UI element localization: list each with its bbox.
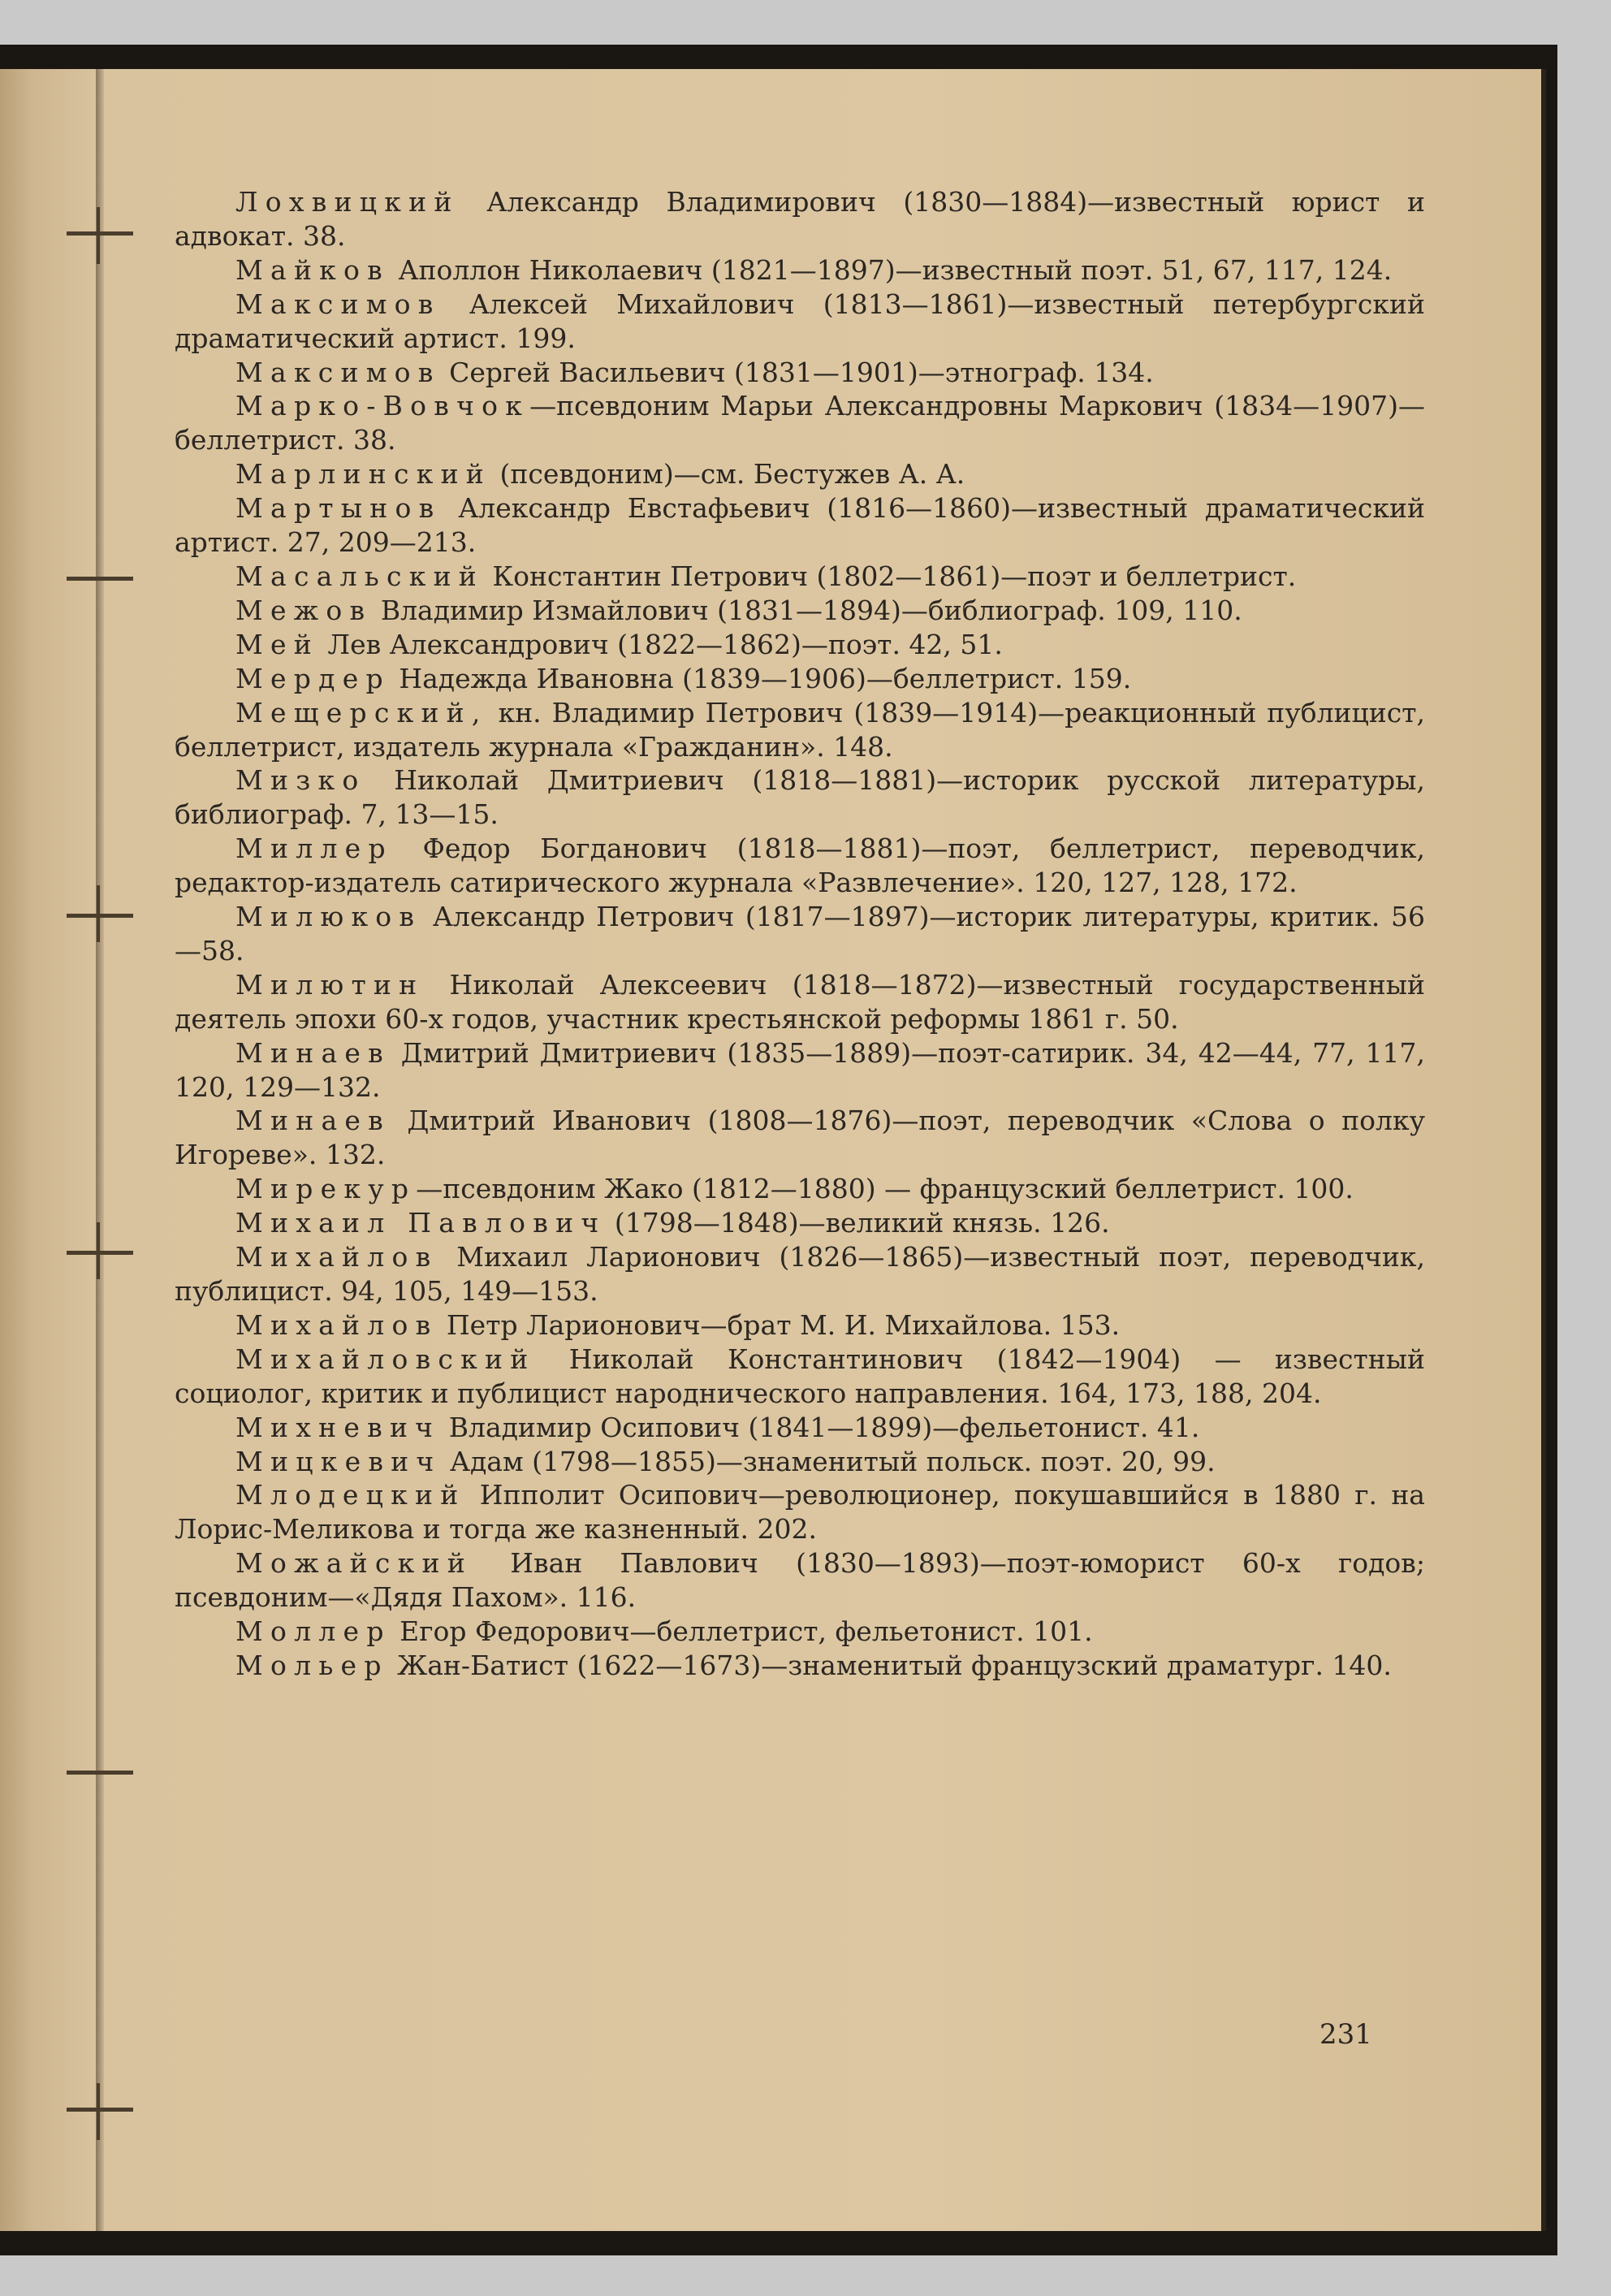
entry-name: Мизко: [235, 764, 366, 797]
binding-stitch: [67, 231, 133, 236]
entry-name: Мольер: [235, 1649, 389, 1681]
entry-text: Александр Владимирович (1830—1884)—известный юрист и адвокат. 38.: [175, 186, 1425, 252]
entry-name: Миллер: [235, 832, 393, 865]
binding-thread: [97, 2083, 100, 2140]
entry-name: Мердер: [235, 662, 391, 694]
entry-text: —псевдоним Марьи Александровны Маркович (1834—1907)—беллетрист. 38.: [175, 390, 1425, 456]
index-entry: [175, 1546, 1425, 1615]
binding-thread: [97, 885, 100, 942]
entry-name: Моллер: [235, 1615, 391, 1648]
entry-text: Владимир Измайлович (1831—1894)—библиограф. 109, 110.: [372, 594, 1242, 626]
index-entry: [175, 389, 1425, 457]
index-entry: [175, 560, 1425, 594]
entry-name: Максимов: [235, 356, 441, 388]
entry-text: Николай Алексеевич (1818—1872)—известный государственный деятель эпохи 60-х годов, участник крестьянской реформы 1861 г. 50.: [175, 968, 1425, 1035]
entry-text: кн. Владимир Петрович (1839—1914)—реакционный публицист, беллетрист, издатель журнала «Гражданин». 148.: [175, 696, 1425, 763]
entry-text: Алексей Михайлович (1813—1861)—известный петербургский драматический артист. 199.: [175, 288, 1425, 354]
entry-name: Минаев: [235, 1036, 391, 1069]
index-entry: [175, 1411, 1425, 1445]
index-entry: [175, 662, 1425, 696]
entry-name: Милюков: [235, 901, 422, 933]
entry-name: Минаев: [235, 1105, 391, 1137]
entry-text: Николай Константинович (1842—1904) — известный социолог, критик и публицист народнического направления. 164, 173, 188, 204.: [175, 1343, 1425, 1409]
index-entry: [175, 900, 1425, 968]
index-entry: [175, 1206, 1425, 1240]
index-entry: [175, 1104, 1425, 1172]
entry-text: Дмитрий Дмитриевич (1835—1889)—поэт-сатирик. 34, 42—44, 77, 117, 120, 129—132.: [175, 1036, 1425, 1103]
entry-text: Ипполит Осипович—революционер, покушавшийся в 1880 г. на Лорис-Меликова и тогда же казненный. 202.: [175, 1479, 1425, 1546]
entry-text: Жан-Батист (1622—1673)—знаменитый французский драматург. 140.: [388, 1649, 1392, 1681]
entry-name: Михаил Павлович: [235, 1207, 607, 1239]
entry-name: Максимов: [235, 288, 441, 320]
binding-stitch: [67, 2108, 133, 2112]
entry-name: Михневич: [235, 1411, 441, 1443]
index-entry: [175, 1308, 1425, 1343]
entry-text: Петр Ларионович—брат М. И. Михайлова. 153.: [438, 1308, 1121, 1341]
entry-text: Надежда Ивановна (1839—1906)—беллетрист. 159.: [390, 662, 1132, 694]
index-entry: [175, 1240, 1425, 1308]
entry-text: Александр Евстафьевич (1816—1860)—известный драматический артист. 27, 209—213.: [175, 492, 1425, 559]
entry-text: —псевдоним Жако (1812—1880) — французский беллетрист. 100.: [416, 1173, 1354, 1205]
entry-name: Масальский: [235, 560, 485, 592]
entry-name: Мицкевич: [235, 1445, 442, 1477]
entry-text: Александр Петрович (1817—1897)—историк литературы, критик. 56—58.: [175, 901, 1425, 966]
entry-name: Милютин: [235, 968, 425, 1001]
entry-name: Михайлов: [235, 1241, 438, 1273]
binding-stitch: [67, 1771, 133, 1775]
entry-text: Сергей Васильевич (1831—1901)—этнограф. 134.: [440, 356, 1154, 388]
entry-text: Адам (1798—1855)—знаменитый польск. поэт. 20, 99.: [441, 1445, 1216, 1477]
entry-name: Майков: [235, 253, 390, 286]
entry-name: Мещерский,: [235, 696, 488, 729]
entry-name: Можайский: [235, 1547, 473, 1580]
entry-name: Михайловский: [235, 1343, 536, 1375]
index-entry: [175, 491, 1425, 560]
entry-text: Дмитрий Иванович (1808—1876)—поэт, переводчик «Слова о полку Игореве». 132.: [175, 1105, 1425, 1171]
entry-text: (псевдоним)—см. Бестужев А. А.: [491, 458, 965, 491]
entry-text: Константин Петрович (1802—1861)—поэт и беллетрист.: [484, 560, 1297, 592]
index-entry: [175, 696, 1425, 764]
entry-text: Лев Александрович (1822—1862)—поэт. 42, 51.: [319, 628, 1003, 660]
index-entry: [175, 1615, 1425, 1649]
index-entry: [175, 253, 1425, 288]
binding-stitch: [67, 1251, 133, 1255]
index-entry: [175, 968, 1425, 1036]
entry-text: Владимир Осипович (1841—1899)—фельетонист. 41.: [440, 1411, 1200, 1443]
entry-text: Иван Павлович (1830—1893)—поэт-юморист 60-х годов; псевдоним—«Дядя Пахом». 116.: [175, 1547, 1425, 1614]
entry-text: (1798—1848)—великий князь. 126.: [606, 1207, 1110, 1239]
entry-name: Межов: [235, 594, 373, 626]
entry-name: Мей: [235, 628, 320, 660]
index-entry: [175, 832, 1425, 900]
entry-name: Михайлов: [235, 1308, 438, 1341]
index-entry: [175, 628, 1425, 662]
entry-text: Михаил Ларионович (1826—1865)—известный поэт, переводчик, публицист. 94, 105, 149—153.: [175, 1241, 1425, 1307]
index-entry: [175, 288, 1425, 356]
entry-name: Мирекур: [235, 1173, 417, 1205]
index-entry: [175, 1343, 1425, 1411]
index-entry: [175, 1649, 1425, 1683]
entry-name: Марлинский: [235, 458, 492, 491]
entry-name: Мартынов: [235, 492, 442, 525]
entry-text: Федор Богданович (1818—1881)—поэт, беллетрист, переводчик, редактор-издатель сатирического журнала «Развлечение». 120, 127, 128, 172.: [175, 832, 1425, 899]
entry-name: Лохвицкий: [235, 186, 460, 218]
index-entry: [175, 185, 1425, 253]
binding-stitch: [67, 577, 133, 581]
index-entries: [175, 185, 1425, 1683]
entry-name: Млодецкий: [235, 1479, 466, 1511]
entry-text: Егор Федорович—беллетрист, фельетонист. 101.: [391, 1615, 1093, 1648]
binding-thread: [97, 207, 100, 264]
index-entry: [175, 1172, 1425, 1206]
page-gutter: [96, 69, 104, 2231]
index-entry: [175, 1445, 1425, 1479]
index-entry: [175, 1478, 1425, 1546]
entry-text: Николай Дмитриевич (1818—1881)—историк русской литературы, библиограф. 7, 13—15.: [175, 764, 1425, 831]
entry-text: Аполлон Николаевич (1821—1897)—известный поэт. 51, 67, 117, 124.: [389, 253, 1393, 286]
binding-thread: [97, 1222, 100, 1279]
index-entry: [175, 594, 1425, 628]
binding-stitch: [67, 914, 133, 918]
page-number: 231: [1319, 2018, 1372, 2051]
index-entry: [175, 457, 1425, 491]
index-entry: [175, 356, 1425, 390]
index-entry: [175, 763, 1425, 832]
entry-name: Марко-Вовчок: [235, 390, 530, 422]
index-entry: [175, 1036, 1425, 1105]
